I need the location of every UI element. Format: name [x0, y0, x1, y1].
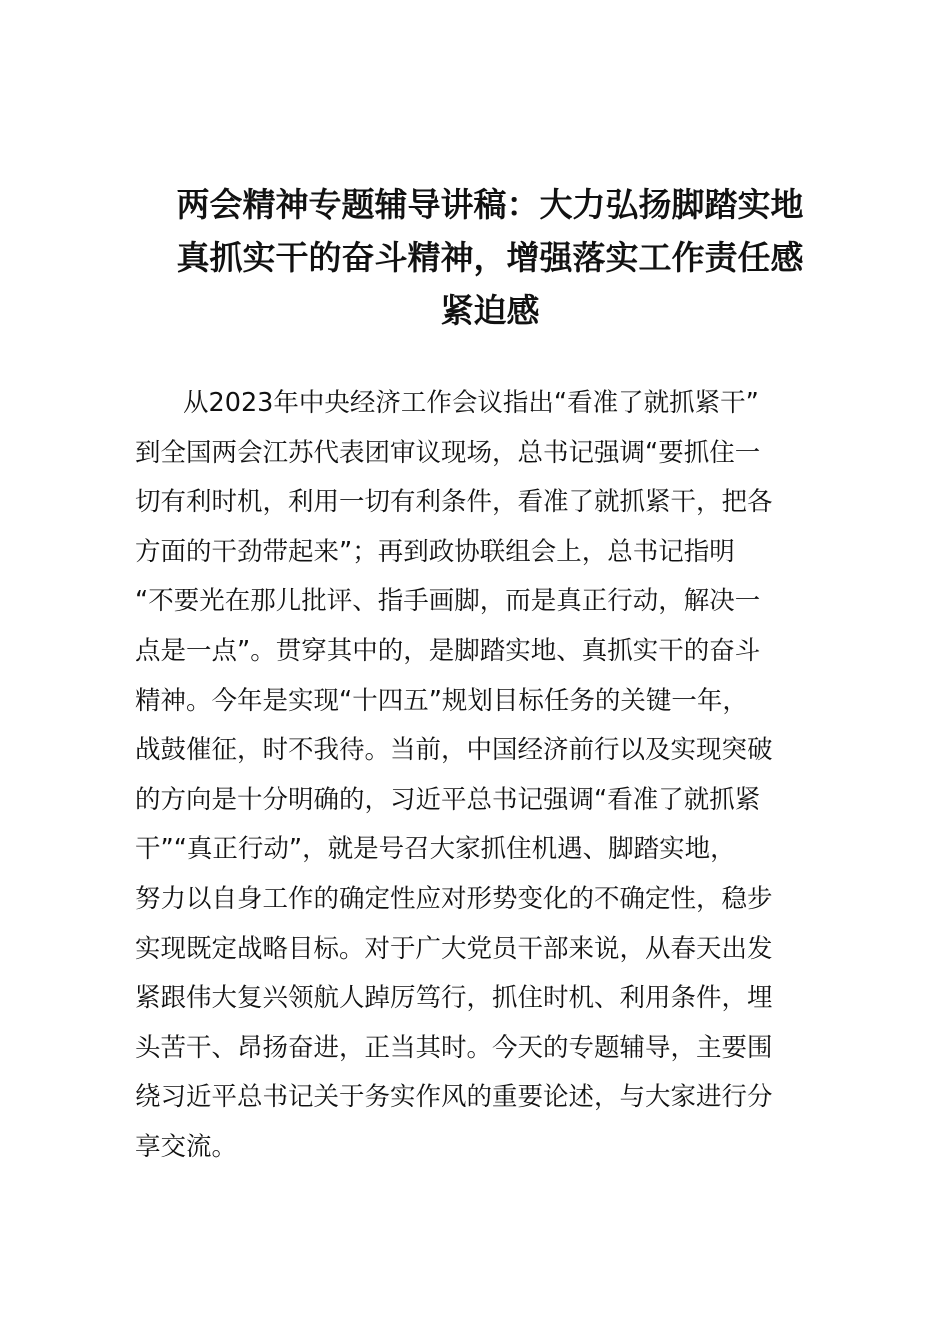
body-paragraph [135, 379, 835, 1173]
paragraph-line-12: 实现既定战略目标。对于广大党员干部来说，从春天出发 [135, 933, 773, 964]
paragraph-line-8: 战鼓催征，时不我待。当前，中国经济前行以及实现突破 [135, 735, 773, 766]
document-title [130, 178, 850, 337]
paragraph-line-10: 干”“真正行动”，就是号召大家抓住机遇、脚踏实地， [135, 834, 736, 865]
paragraph-line-11: 努力以自身工作的确定性应对形势变化的不确定性，稳步 [135, 883, 773, 914]
paragraph-line-9: 的方向是十分明确的，习近平总书记强调“看准了就抓紧 [135, 784, 761, 815]
title-line-1: 两会精神专题辅导讲稿：大力弘扬脚踏实地 [176, 185, 804, 224]
paragraph-line-15: 绕习近平总书记关于务实作风的重要论述，与大家进行分 [135, 1082, 773, 1113]
paragraph-line-1: 从2023年中央经济工作会议指出“看准了就抓紧干” [183, 388, 759, 418]
paragraph-line-7: 精神。今年是实现“十四五”规划目标任务的关键一年， [135, 685, 748, 716]
paragraph-line-16: 享交流。 [135, 1131, 238, 1162]
title-line-2: 真抓实干的奋斗精神，增强落实工作责任感 [176, 238, 804, 277]
paragraph-line-6: 点是一点”。贯穿其中的，是脚踏实地、真抓实干的奋斗 [135, 635, 761, 666]
paragraph-line-14: 头苦干、昂扬奋进，正当其时。今天的专题辅导，主要围 [135, 1032, 773, 1063]
title-line-3: 紧迫感 [440, 291, 540, 330]
paragraph-line-2: 到全国两会江苏代表团审议现场，总书记强调“要抓住一 [135, 437, 761, 468]
paragraph-line-13: 紧跟伟大复兴领航人踔厉笃行，抓住时机、利用条件，埋 [135, 983, 773, 1014]
paragraph-line-3: 切有利时机，利用一切有利条件，看准了就抓紧干，把各 [135, 487, 773, 518]
paragraph-line-5: “不要光在那儿批评、指手画脚，而是真正行动，解决一 [135, 586, 761, 617]
paragraph-line-4: 方面的干劲带起来”；再到政协联组会上，总书记指明 [135, 536, 735, 567]
